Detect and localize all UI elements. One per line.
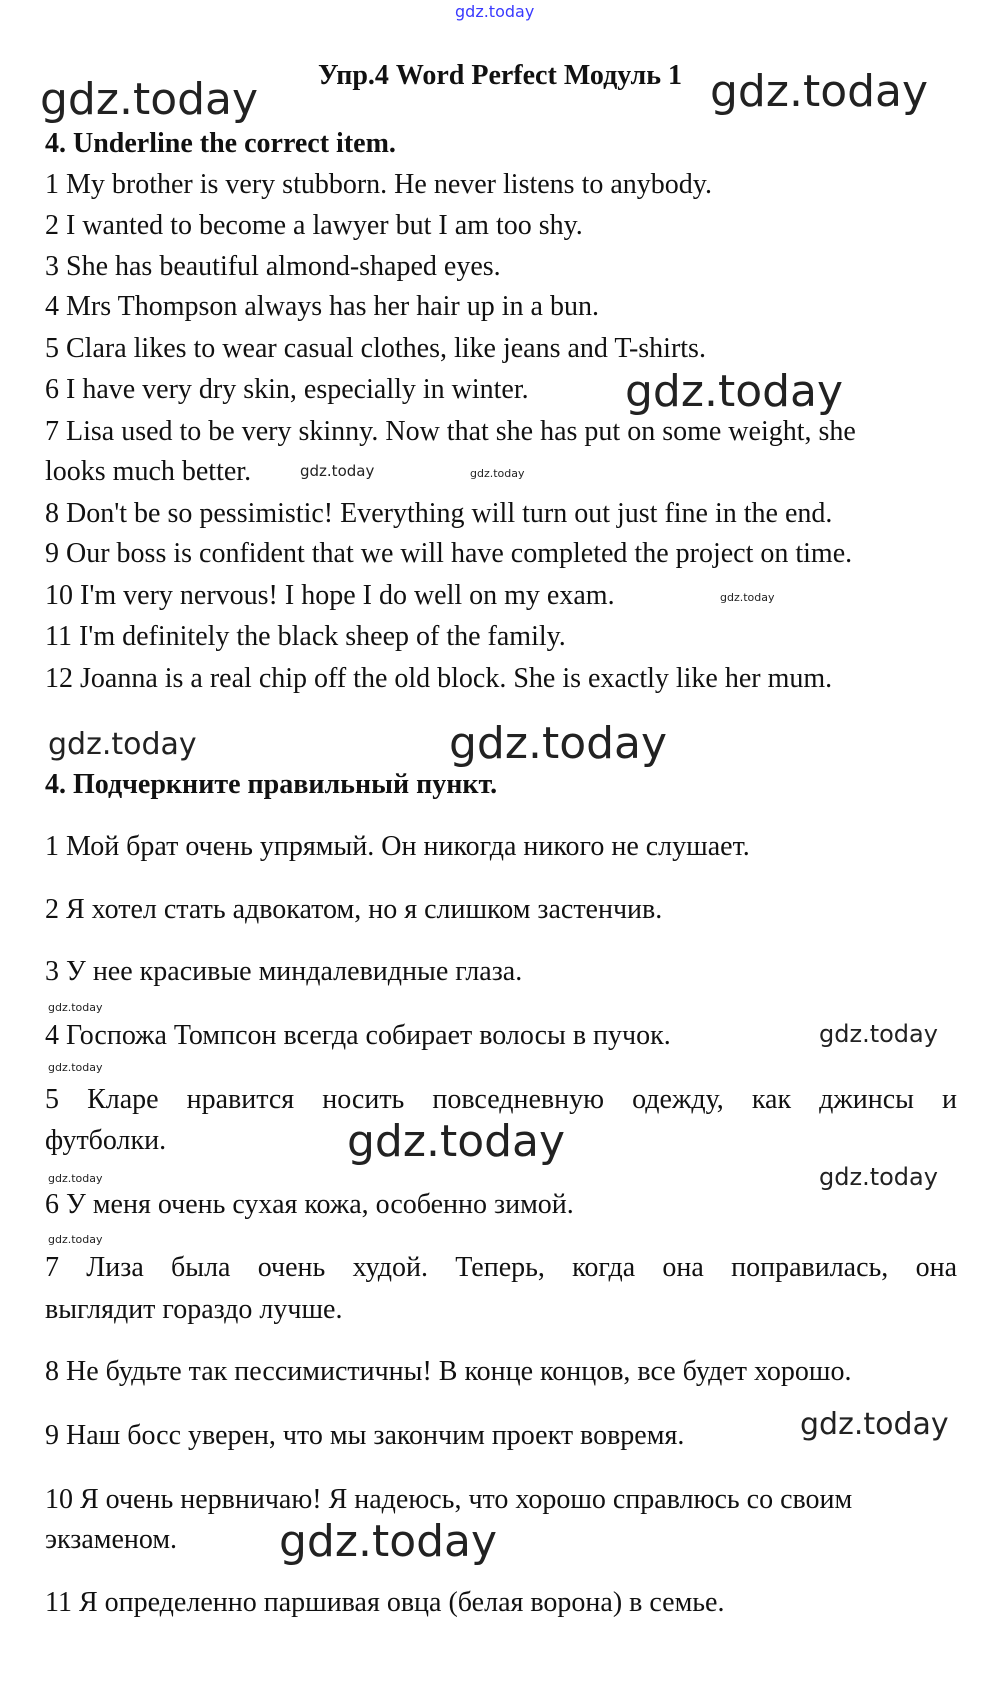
watermark: gdz.today [48, 1061, 103, 1074]
watermark: gdz.today [48, 1001, 103, 1014]
english-line: 1 My brother is very stubborn. He never listens to anybody. [45, 169, 712, 200]
watermark: gdz.today [48, 1233, 103, 1246]
russian-heading: 4. Подчеркните правильный пункт. [45, 769, 498, 800]
english-line: 4 Mrs Thompson always has her hair up in a bun. [45, 291, 599, 322]
english-line: 7 Lisa used to be very skinny. Now that she has put on some weight, she [45, 416, 856, 447]
russian-line: 7 Лиза была очень худой. Теперь, когда она поправилась, она [45, 1252, 957, 1283]
russian-line: 1 Мой брат очень упрямый. Он никогда никого не слушает. [45, 831, 750, 862]
russian-line: выглядит гораздо лучше. [45, 1294, 343, 1325]
russian-line: экзаменом. [45, 1524, 178, 1555]
english-line: 2 I wanted to become a lawyer but I am too shy. [45, 210, 583, 241]
watermark: gdz.today [279, 1516, 498, 1567]
watermark: gdz.today [800, 1407, 949, 1442]
russian-line: 11 Я определенно паршивая овца (белая ворона) в семье. [45, 1587, 725, 1618]
watermark: gdz.today [819, 1163, 938, 1191]
russian-line: 9 Наш босс уверен, что мы закончим проект вовремя. [45, 1420, 685, 1451]
english-line: 11 I'm definitely the black sheep of the family. [45, 621, 566, 652]
english-line: 5 Clara likes to wear casual clothes, like jeans and T-shirts. [45, 333, 706, 364]
russian-line: 2 Я хотел стать адвокатом, но я слишком застенчив. [45, 894, 663, 925]
english-line: 8 Don't be so pessimistic! Everything will turn out just fine in the end. [45, 498, 833, 529]
english-line: looks much better. [45, 456, 252, 487]
russian-line: 10 Я очень нервничаю! Я надеюсь, что хорошо справлюсь со своим [45, 1484, 853, 1515]
watermark: gdz.today [720, 591, 775, 604]
english-line: 6 I have very dry skin, especially in winter. [45, 374, 529, 405]
watermark: gdz.today [470, 467, 525, 480]
watermark: gdz.today [625, 366, 844, 417]
russian-line: 3 У нее красивые миндалевидные глаза. [45, 956, 523, 987]
english-heading: 4. Underline the correct item. [45, 128, 396, 159]
watermark: gdz.today [710, 66, 929, 117]
page-title: Упр.4 Word Perfect Модуль 1 [317, 60, 683, 91]
watermark: gdz.today [347, 1116, 566, 1167]
watermark: gdz.today [40, 74, 259, 125]
russian-line: 4 Госпожа Томпсон всегда собирает волосы в пучок. [45, 1020, 671, 1051]
watermark: gdz.today [449, 718, 668, 769]
english-line: 3 She has beautiful almond-shaped eyes. [45, 251, 501, 282]
english-line: 12 Joanna is a real chip off the old block. She is exactly like her mum. [45, 663, 833, 694]
russian-line: 6 У меня очень сухая кожа, особенно зимой. [45, 1189, 574, 1220]
watermark: gdz.today [48, 727, 197, 762]
watermark: gdz.today [455, 2, 535, 21]
english-line: 10 I'm very nervous! I hope I do well on my exam. [45, 580, 615, 611]
english-line: 9 Our boss is confident that we will have completed the project on time. [45, 538, 853, 569]
watermark: gdz.today [48, 1172, 103, 1185]
watermark: gdz.today [819, 1020, 938, 1048]
russian-line: 5 Кларе нравится носить повседневную одежду, как джинсы и [45, 1084, 957, 1115]
russian-line: 8 Не будьте так пессимистичны! В конце концов, все будет хорошо. [45, 1356, 852, 1387]
russian-line: футболки. [45, 1125, 167, 1156]
watermark: gdz.today [300, 462, 375, 480]
